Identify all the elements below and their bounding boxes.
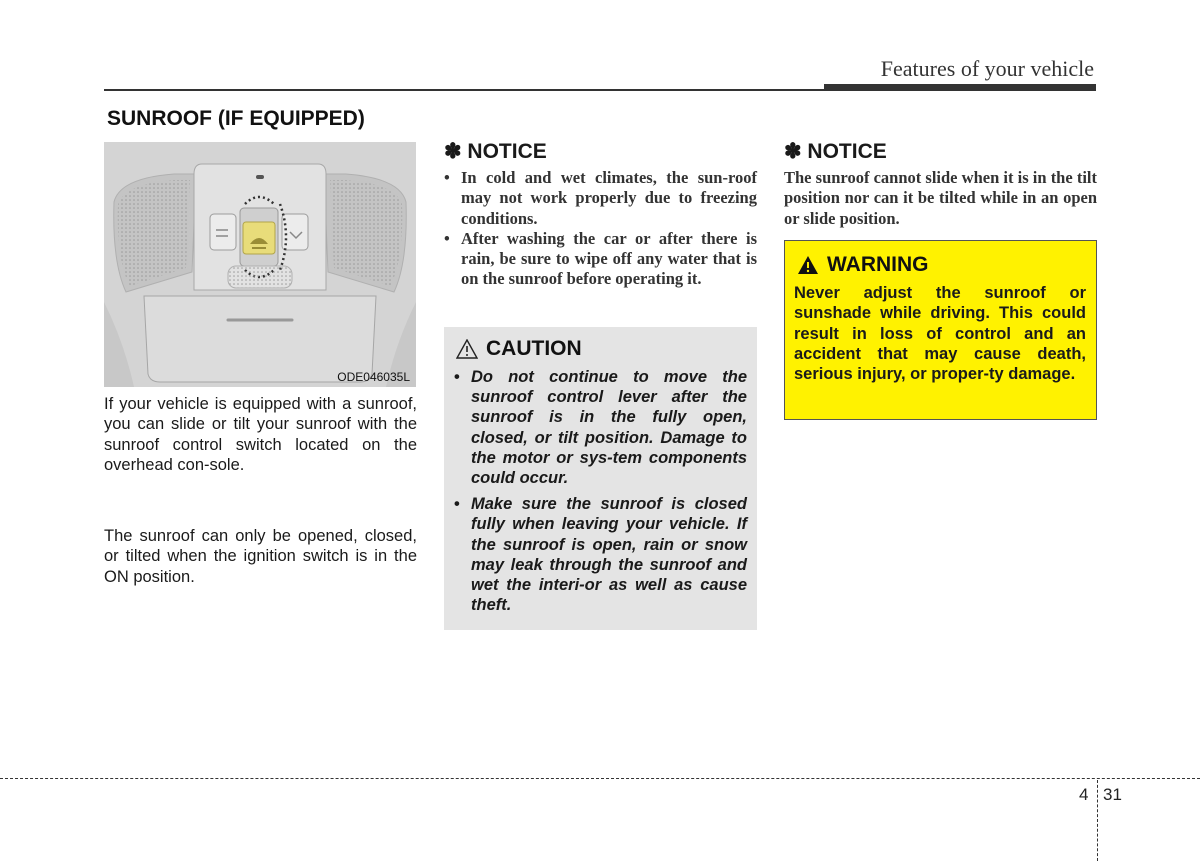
chapter-number: 4 [1079,785,1089,804]
figure-code: ODE046035L [337,370,410,384]
caution-header [456,337,582,361]
list-item: • After washing the car or after there is rain, be sure to wipe off any water that is on the sunroof before operating it. [444,229,757,290]
notice-heading-right: ✽ NOTICE [784,140,887,163]
warning-title: WARNING [827,253,929,276]
list-item: • Do not continue to move the sunroof control lever after the sunroof is in the fully open, closed, or tilt position. Damage to the motor or sys-tem components could occur. [454,367,747,488]
header-rule-accent [824,84,1096,91]
caution-box [444,327,757,630]
running-header: Features of your vehicle [880,56,1094,81]
caution-list [454,367,747,621]
notice-list [444,168,757,290]
caution-title: CAUTION [486,337,582,360]
ignition-paragraph: The sunroof can only be opened, closed, or tilted when the ignition switch is in the ON position. [104,527,417,586]
footer-rule [0,778,1200,779]
notice-heading: ✽ NOTICE [444,140,547,163]
intro-paragraph: If your vehicle is equipped with a sunroof, you can slide or tilt your sunroof with the sunroof control switch located on the overhead con-sole. [104,395,417,474]
warning-box [784,240,1097,420]
list-item: • Make sure the sunroof is closed fully when leaving your vehicle. If the sunroof is open, rain or snow may leak through the sunroof and wet the interi-or as well as cause theft. [454,494,747,615]
warning-header [797,253,929,277]
sunroof-console-figure [104,142,416,387]
list-item: • In cold and wet climates, the sun-roof may not work properly due to freezing conditions. [444,168,757,229]
footer-divider [1097,780,1098,861]
header-rule [104,89,824,91]
notice-text-right: The sunroof cannot slide when it is in the tilt position nor can it be tilted while in an open or slide position. [784,168,1097,228]
section-title: SUNROOF (IF EQUIPPED) [107,107,365,130]
caution-triangle-icon [456,339,478,359]
warning-text: Never adjust the sunroof or sunshade while driving. This could result in loss of control and an accident that may cause death, serious injury, or proper-ty damage. [794,284,1086,384]
overhead-console-illustration [104,142,416,387]
page-number: 31 [1103,785,1122,804]
warning-triangle-icon [797,255,819,275]
